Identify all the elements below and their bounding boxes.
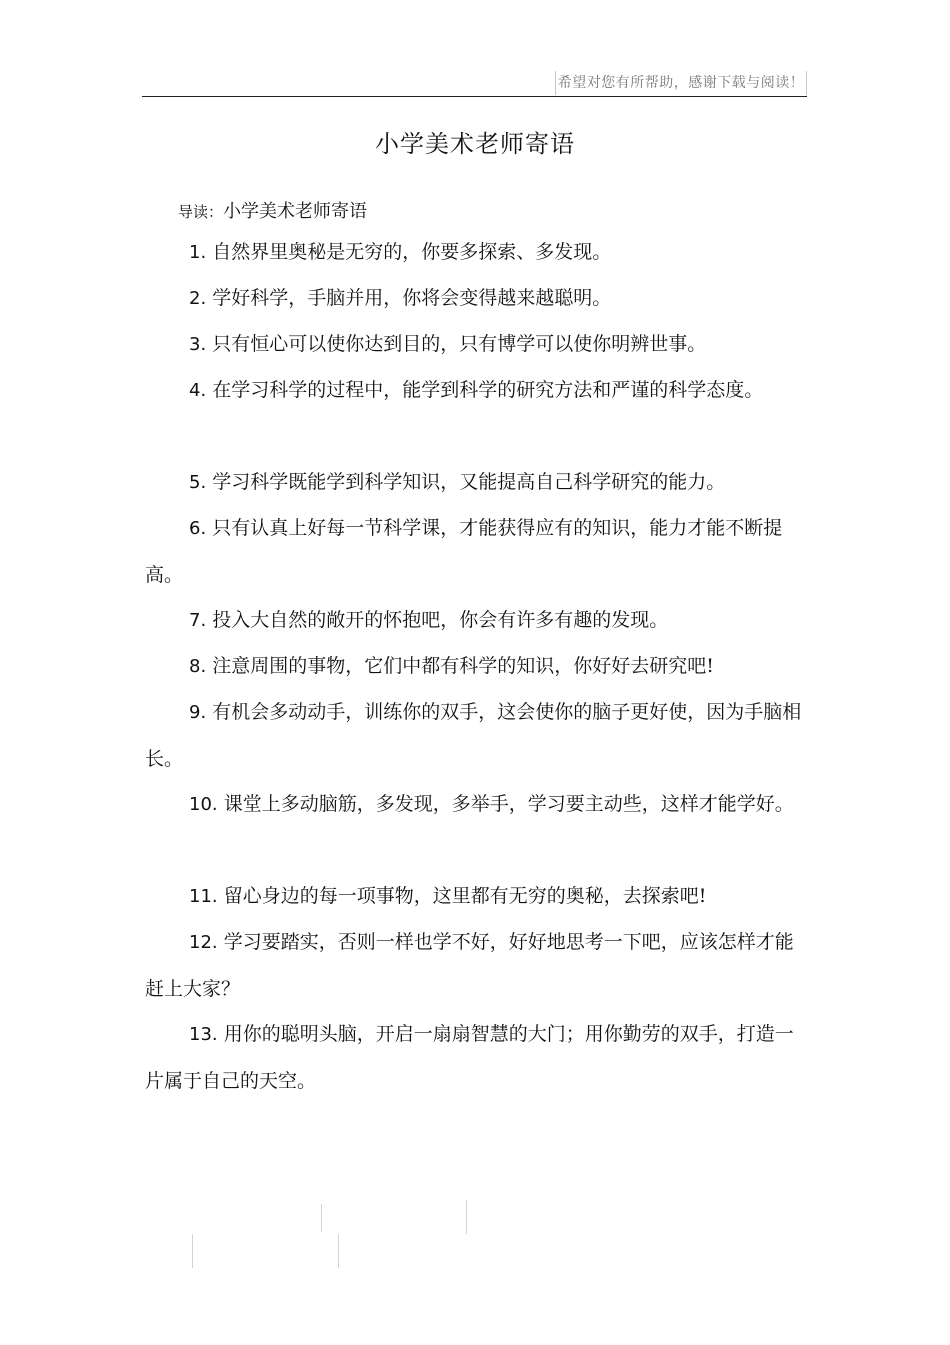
- list-item: [145, 367, 805, 414]
- scan-artifact-line: [338, 1234, 339, 1268]
- list-item: [145, 919, 805, 1012]
- item-text: 用你的聪明头脑，开启一扇扇智慧的大门；用你勤劳的双手，打造一片属于自己的天空。: [145, 1023, 794, 1092]
- item-text: 只有恒心可以使你达到目的，只有博学可以使你明辨世事。: [212, 333, 707, 355]
- item-text: 投入大自然的敞开的怀抱吧，你会有许多有趣的发现。: [212, 609, 669, 631]
- item-number: 10.: [189, 794, 218, 815]
- list-item: [145, 459, 805, 506]
- item-number: 4.: [189, 380, 207, 401]
- list-item: [145, 597, 805, 644]
- item-number: 3.: [189, 334, 207, 355]
- item-text: 学习科学既能学到科学知识，又能提高自己科学研究的能力。: [212, 471, 726, 493]
- item-text: 课堂上多动脑筋，多发现，多举手，学习要主动些，这样才能学好。: [223, 793, 794, 815]
- item-text: 自然界里奥秘是无穷的，你要多探索、多发现。: [212, 241, 612, 263]
- header-divider: [142, 96, 807, 97]
- list-item: [145, 873, 805, 920]
- item-text: 注意周围的事物，它们中都有科学的知识，你好好去研究吧!: [212, 655, 714, 677]
- intro-line: [178, 197, 367, 223]
- list-item: [145, 505, 805, 598]
- item-text: 有机会多动动手，训练你的双手，这会使你的脑子更好使，因为手脑相长。: [145, 701, 802, 770]
- item-number: 2.: [189, 288, 207, 309]
- list-item: [145, 689, 805, 782]
- list-item: [145, 275, 805, 322]
- item-text: 留心身边的每一项事物，这里都有无穷的奥秘，去探索吧!: [223, 885, 707, 907]
- item-number: 11.: [189, 886, 218, 907]
- item-text: 学习要踏实，否则一样也学不好，好好地思考一下吧，应该怎样才能赶上大家？: [145, 931, 794, 1000]
- item-number: 1.: [189, 242, 207, 263]
- intro-prefix: 导读：: [178, 203, 224, 221]
- item-number: 6.: [189, 518, 207, 539]
- item-text: 学好科学，手脑并用，你将会变得越来越聪明。: [212, 287, 612, 309]
- item-number: 13.: [189, 1024, 218, 1045]
- list-item: [145, 643, 805, 690]
- item-number: 5.: [189, 472, 207, 493]
- scan-artifact-line: [321, 1204, 322, 1232]
- item-number: 7.: [189, 610, 207, 631]
- item-number: 9.: [189, 702, 207, 723]
- intro-text: 小学美术老师寄语: [223, 201, 368, 222]
- scan-artifact-line: [192, 1234, 193, 1268]
- header-note: [555, 71, 807, 95]
- list-item: [145, 321, 805, 368]
- page-title: 小学美术老师寄语: [375, 130, 575, 158]
- list-item: [145, 1011, 805, 1104]
- list-item: [145, 781, 805, 828]
- list-item: [145, 229, 805, 276]
- item-number: 12.: [189, 932, 218, 953]
- header-note-text: 希望对您有所帮助，感谢下载与阅读！: [557, 75, 805, 91]
- scan-artifact-line: [466, 1200, 467, 1234]
- item-number: 8.: [189, 656, 207, 677]
- item-text: 只有认真上好每一节科学课，才能获得应有的知识，能力才能不断提高。: [145, 517, 783, 586]
- item-text: 在学习科学的过程中，能学到科学的研究方法和严谨的科学态度。: [212, 379, 764, 401]
